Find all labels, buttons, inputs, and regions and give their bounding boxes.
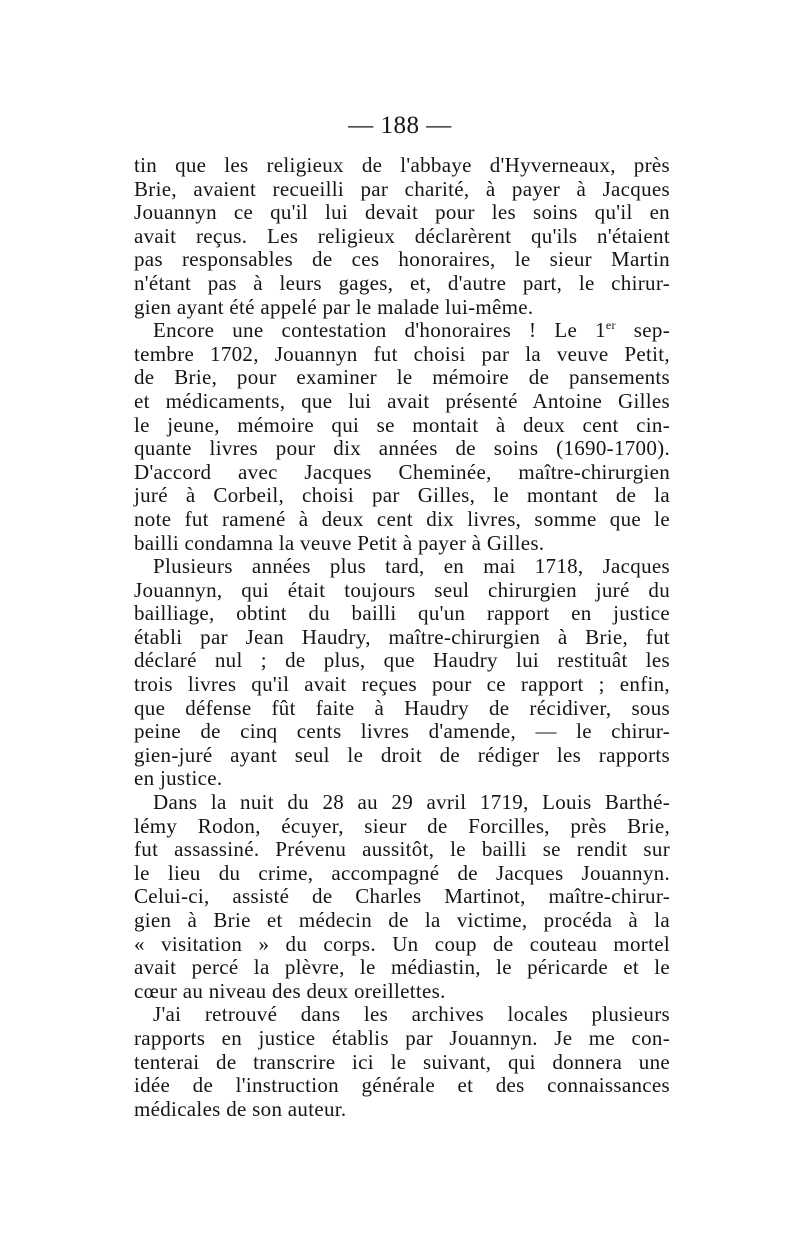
text-line: bailli condamna la veuve Petit à payer à Gilles.	[134, 530, 545, 555]
text-line: n'étant pas à leurs gages, et, d'autre part, le chirur-	[134, 270, 670, 295]
text-line: en justice.	[134, 766, 223, 791]
text-line: tenterai de transcrire ici le suivant, qui donnera une	[134, 1049, 670, 1074]
text-line: établi par Jean Haudry, maître-chirurgien à Brie, fut	[134, 624, 670, 649]
text-line: peine de cinq cents livres d'amende, — le chirur-	[134, 719, 670, 744]
text-line: note fut ramené à deux cent dix livres, somme que le	[134, 506, 670, 531]
text-line: gien-juré ayant seul le droit de rédiger les rapports	[134, 742, 670, 767]
text-line: « visitation » du corps. Un coup de couteau mortel	[134, 931, 670, 956]
text-line: tembre 1702, Jouannyn fut choisi par la veuve Petit,	[134, 341, 670, 366]
text-line: quante livres pour dix années de soins (1690-1700).	[134, 436, 670, 461]
text-line: J'ai retrouvé dans les archives locales plusieurs	[153, 1002, 670, 1027]
text-line: Jouannyn, qui était toujours seul chirurgien juré du	[134, 577, 670, 602]
text-line: Encore une contestation d'honoraires ! Le 1er sep-	[153, 318, 670, 343]
text-line: le lieu du crime, accompagné de Jacques Jouannyn.	[134, 860, 670, 885]
text-line: fut assassiné. Prévenu aussitôt, le bailli se rendit sur	[134, 837, 670, 862]
text-line: idée de l'instruction générale et des connaissances	[134, 1073, 670, 1098]
text-line: Plusieurs années plus tard, en mai 1718, Jacques	[153, 554, 670, 579]
text-line: trois livres qu'il avait reçues pour ce rapport ; enfin,	[134, 672, 670, 697]
text-line: gien à Brie et médecin de la victime, procéda à la	[134, 908, 670, 932]
text-line: de Brie, pour examiner le mémoire de pansements	[134, 365, 670, 390]
text-line: bailliage, obtint du bailli qu'un rapport en justice	[134, 601, 670, 626]
text-line: déclaré nul ; de plus, que Haudry lui restituât les	[134, 648, 670, 673]
text-line: rapports en justice établis par Jouannyn. Je me con-	[134, 1025, 670, 1050]
text-line: tin que les religieux de l'abbaye d'Hyverneaux, près	[134, 153, 670, 177]
text-line: lémy Rodon, écuyer, sieur de Forcilles, près Brie,	[134, 813, 670, 838]
body-text	[134, 154, 670, 1121]
text-line: Brie, avaient recueilli par charité, à payer à Jacques	[134, 176, 670, 201]
text-line: gien ayant été appelé par le malade lui-même.	[134, 294, 534, 319]
text-line: Jouannyn ce qu'il lui devait pour les soins qu'il en	[134, 200, 670, 225]
text-line: et médicaments, que lui avait présenté Antoine Gilles	[134, 388, 670, 413]
superscript: er	[605, 318, 616, 333]
text-line: D'accord avec Jacques Cheminée, maître-chirurgien	[134, 459, 670, 484]
text-line: le jeune, mémoire qui se montait à deux cent cin-	[134, 412, 670, 437]
text-line: médicales de son auteur.	[134, 1096, 347, 1121]
text-line: avait reçus. Les religieux déclarèrent qu'ils n'étaient	[134, 223, 670, 248]
text-line: pas responsables de ces honoraires, le sieur Martin	[134, 247, 670, 272]
text-line: cœur au niveau des deux oreillettes.	[134, 978, 446, 1003]
text-line: avait percé la plèvre, le médiastin, le péricarde et le	[134, 955, 670, 980]
text-line: Celui-ci, assisté de Charles Martinot, maître-chirur-	[134, 884, 670, 909]
text-line: juré à Corbeil, choisi par Gilles, le montant de la	[134, 483, 670, 508]
page-number: — 188 —	[348, 112, 452, 139]
text-line: Dans la nuit du 28 au 29 avril 1719, Louis Barthé-	[153, 790, 670, 815]
text-line: que défense fût faite à Haudry de récidiver, sous	[134, 695, 670, 720]
